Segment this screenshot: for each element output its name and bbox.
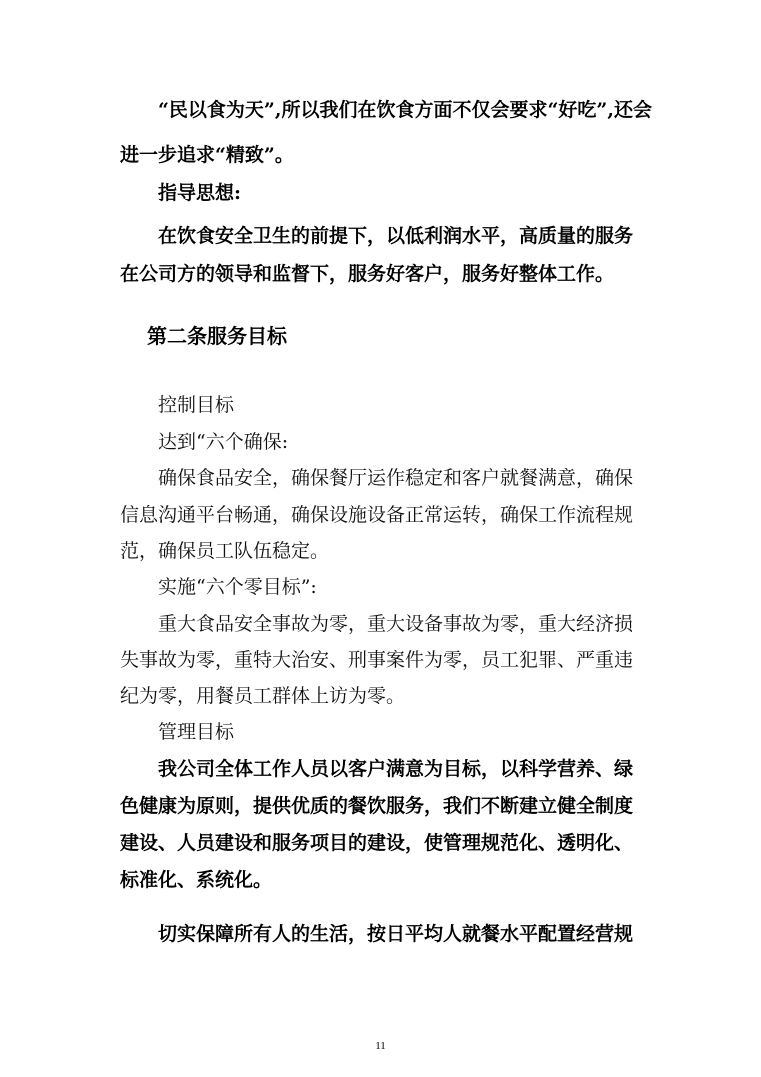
six-ensure-line-2: 信息沟通平台畅通，确保设施设备正常运转，确保工作流程规 [120, 504, 634, 526]
guiding-label: 指导思想: [158, 182, 242, 204]
six-ensure-line-3: 范，确保员工队伍稳定。 [120, 540, 330, 562]
management-label: 管理目标 [158, 721, 235, 743]
six-zero-line-3: 纪为零，用餐员工群体上访为零。 [120, 685, 406, 707]
page-number: 11 [375, 1040, 386, 1052]
intro-line-1: “民以食为天”,所以我们在饮食方面不仅会要求“好吃”,还会 [158, 99, 652, 121]
management-line-3: 建设、人员建设和服务项目的建设，使管理规范化、透明化、 [120, 832, 634, 854]
six-zero-line-2: 失事故为零，重特大治安、刑事案件为零，员工犯罪、严重违 [120, 649, 634, 671]
last-line-1: 切实保障所有人的生活，按日平均人就餐水平配置经营规 [158, 923, 634, 945]
six-ensure-line-1: 确保食品安全，确保餐厅运作稳定和客户就餐满意，确保 [158, 467, 634, 489]
section-title: 第二条服务目标 [147, 324, 287, 348]
management-line-2: 色健康为原则，提供优质的餐饮服务，我们不断建立健全制度 [120, 795, 634, 817]
intro-line-2: 进一步追求“精致”。 [120, 144, 294, 166]
management-line-1: 我公司全体工作人员以客户满意为目标，以科学营养、绿 [158, 758, 634, 780]
management-line-4: 标准化、系统化。 [120, 869, 273, 891]
six-zero-line-1: 重大食品安全事故为零，重大设备事故为零，重大经济损 [158, 613, 634, 635]
control-label: 控制目标 [158, 394, 235, 416]
six-ensure-label: 达到“六个确保: [158, 431, 289, 453]
six-zero-label: 实施“六个零目标”: [158, 576, 317, 598]
guiding-line-2: 在公司方的领导和监督下，服务好客户，服务好整体工作。 [120, 263, 615, 285]
guiding-line-1: 在饮食安全卫生的前提下，以低利润水平，高质量的服务 [158, 225, 634, 247]
